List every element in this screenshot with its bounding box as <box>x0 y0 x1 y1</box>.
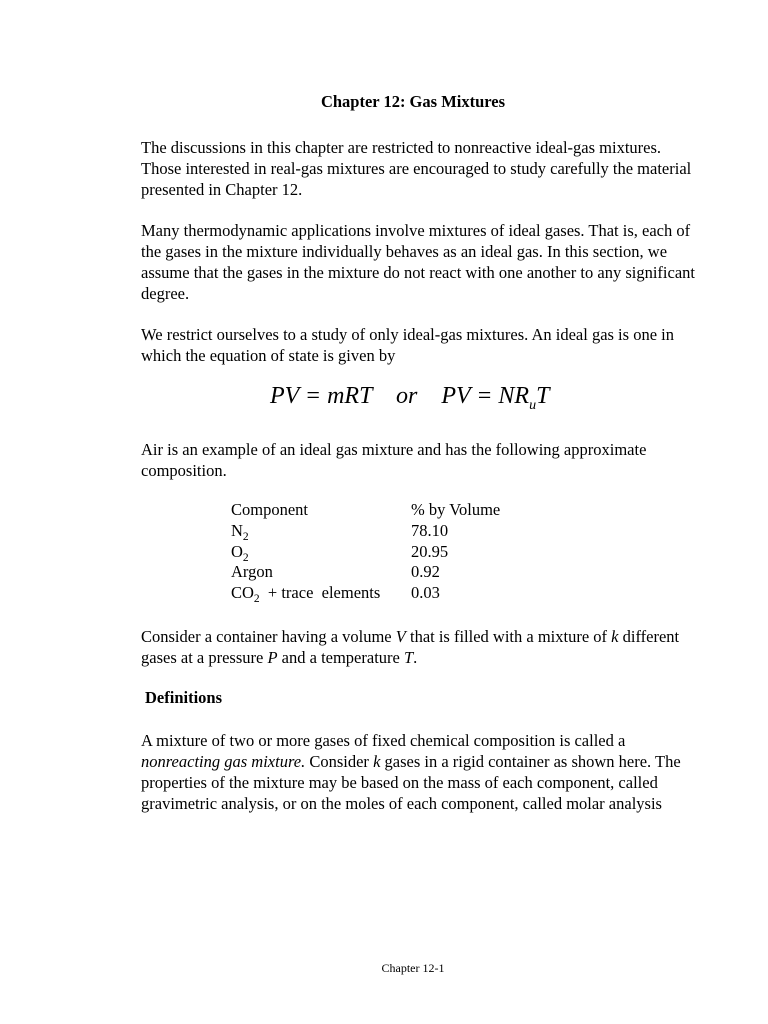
equation-connector: or <box>396 383 418 409</box>
equation-left: PV = mRT <box>270 383 372 409</box>
volume-cell: 0.92 <box>411 562 440 582</box>
equation-intro-paragraph: We restrict ourselves to a study of only ideal-gas mixtures. An ideal gas is one in which the equation of state is given by <box>141 325 674 365</box>
equation-subscript: u <box>529 398 537 413</box>
container-paragraph <box>141 626 701 668</box>
component-subscript: 2 <box>242 530 249 543</box>
component-cell <box>231 583 411 604</box>
table-row <box>231 521 500 542</box>
component-suffix: + trace elements <box>259 583 381 603</box>
equation-right-tail: T <box>536 383 550 409</box>
volume-cell: 0.03 <box>411 583 440 603</box>
component-name: O <box>231 541 243 561</box>
variable-pressure: P <box>267 648 278 667</box>
text-run: Consider a container having a volume <box>141 627 396 646</box>
page-footer: Chapter 12-1 <box>381 961 445 975</box>
text-run: . <box>413 648 418 667</box>
table-row <box>231 583 500 604</box>
chapter-title: Chapter 12: Gas Mixtures <box>320 92 506 111</box>
volume-cell: 78.10 <box>411 520 449 540</box>
component-name: Argon <box>231 562 273 582</box>
variable-volume: V <box>395 627 406 646</box>
table-header-row <box>231 500 500 521</box>
text-run: A mixture of two or more gases of fixed chemical composition is called a <box>141 731 626 750</box>
text-run: and a temperature <box>277 648 404 667</box>
ideal-gases-paragraph: Many thermodynamic applications involve mixtures of ideal gases. That is, each of the gases in the mixture individually behaves as an ideal gas. In this section, we assume that the gases in the mixture do not react with one another to any significant degree. <box>141 221 695 303</box>
emphasized-term: nonreacting gas mixture. <box>141 752 306 771</box>
component-cell <box>231 562 411 583</box>
text-run: gases in a rigid container as shown here. The properties of the mixture may be based on the mass of each component, called gravimetric analysis, or on the moles of each component, called molar analysis <box>141 752 681 813</box>
text-run: that is filled with a mixture of <box>405 627 612 646</box>
equation-right: PV = NR <box>441 383 530 409</box>
variable-temperature: T <box>403 648 414 667</box>
header-component: Component <box>231 500 308 519</box>
volume-cell: 20.95 <box>411 541 449 561</box>
variable-k: k <box>373 752 381 771</box>
component-cell <box>231 521 411 542</box>
text-run: Consider <box>305 752 374 771</box>
component-name: CO <box>231 583 254 603</box>
composition-table <box>231 500 500 604</box>
table-row <box>231 542 500 563</box>
header-volume-percent: % by Volume <box>411 500 501 519</box>
definitions-heading: Definitions <box>145 688 223 707</box>
air-composition-paragraph: Air is an example of an ideal gas mixture and has the following approximate composition. <box>141 440 647 480</box>
table-row <box>231 562 500 583</box>
component-subscript: 2 <box>242 551 249 564</box>
equation-of-state <box>270 383 549 414</box>
variable-k: k <box>611 627 619 646</box>
component-cell <box>231 542 411 563</box>
definitions-paragraph <box>141 730 701 814</box>
intro-paragraph: The discussions in this chapter are restricted to nonreactive ideal-gas mixtures. Those interested in real-gas mixtures are encouraged to study carefully the material presented in Chapter 12. <box>141 138 692 199</box>
component-name: N <box>231 520 243 540</box>
component-subscript: 2 <box>253 593 260 606</box>
text-run: different gases at a pressure <box>141 627 680 667</box>
